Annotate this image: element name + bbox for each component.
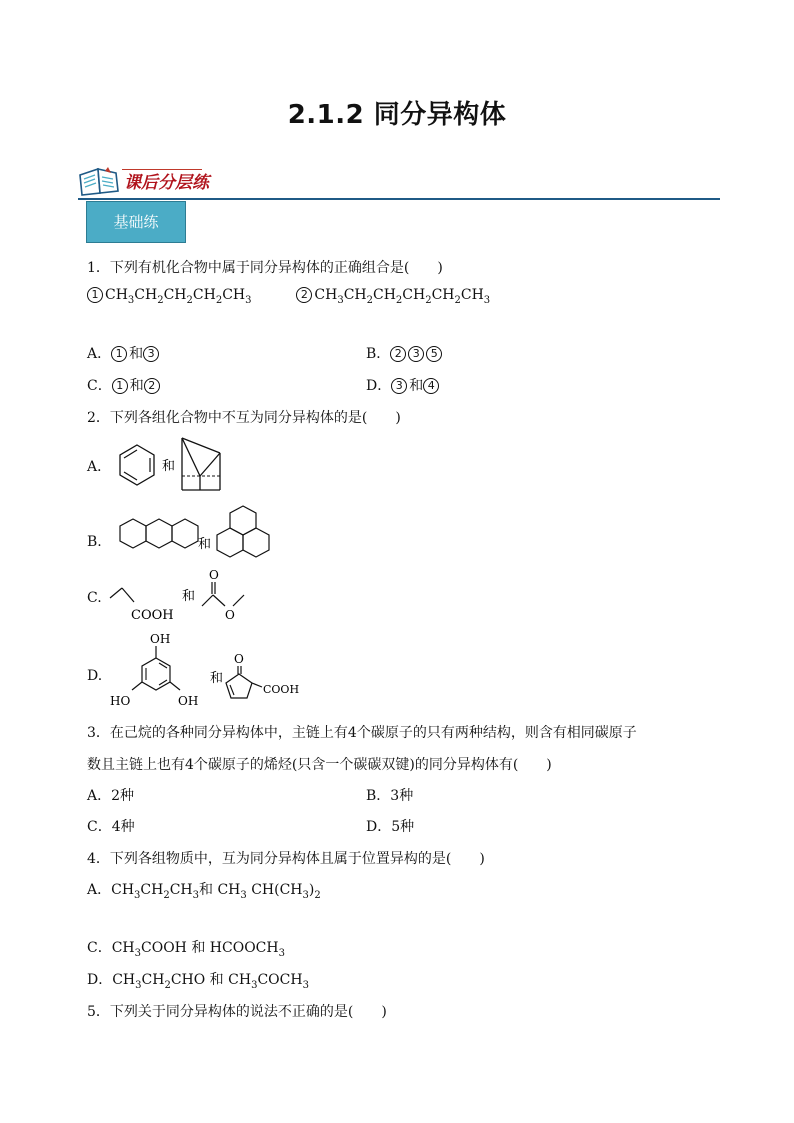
conjunction: 和 [198,537,212,552]
anthracene-skeleton [120,519,198,548]
svg-text:COOH: COOH [263,683,300,696]
q1-option-c[interactable] [87,375,162,395]
q3-option-c[interactable]: C．4种 [87,819,135,835]
propanoic-acid-structure [110,588,174,623]
q3-option-d[interactable]: D．5种 [366,819,415,835]
option-label: A． [87,346,112,362]
q1-option-b[interactable] [366,343,444,363]
q2-stem: 2．下列各组化合物中不互为同分异构体的是( ) [87,410,401,426]
book-icon [78,165,122,201]
circled-number: 1 [112,378,128,394]
circled-number: 1 [87,287,103,303]
q3-line1: 3．在己烷的各种同分异构体中，主链上有4个碳原子的只有两种结构，则含有相同碳原子 [87,725,637,741]
q2-option-d-structures [106,628,306,714]
circled-number: 1 [111,346,127,362]
section-divider [78,198,720,200]
q2-option-c-structures [106,566,256,626]
option-label: C． [87,378,112,394]
option-label: D． [366,378,392,394]
circled-number: 3 [408,346,424,362]
cyclopentenone-carboxylic-acid-structure [226,652,299,698]
svg-text:O: O [209,568,219,582]
circled-number: 3 [391,378,407,394]
svg-text:OH: OH [178,694,199,708]
q3-option-a[interactable]: A．2种 [87,788,135,804]
q2-option-d-label[interactable]: D. [87,668,103,684]
phenalene-skeleton [217,506,269,557]
svg-text:OH: OH [150,632,171,646]
phloroglucinol-structure [110,632,198,708]
svg-text:HO: HO [110,694,131,708]
svg-text:COOH: COOH [131,608,174,623]
q3-option-b[interactable]: B．3种 [366,788,414,804]
q1-item2-formula: $CH_3CH_2CH_2CH_2CH_2CH_3$ [314,287,491,306]
q1-option-a[interactable] [87,343,161,363]
q1-item1-formula: $CH_3CH_2CH_2CH_2CH_3$ [105,287,252,306]
svg-text:O: O [225,608,235,622]
circled-number: 2 [296,287,312,303]
prismane-structure [182,438,220,490]
methyl-acetate-structure [202,568,244,622]
q2-option-a-structures [110,436,230,496]
circled-number: 2 [144,378,160,394]
conjunction: 和 [162,459,176,474]
option-label: B． [366,346,391,362]
conjunction: 和 [129,346,144,362]
q3-line2: 数且主链上也有4个碳原子的烯烃(只含一个碳碳双键)的同分异构体有( ) [87,757,552,773]
q4-option-c[interactable]: C．$CH_3COOH$ 和 $HCOOCH_3$ [87,940,285,959]
q2-option-b-label[interactable]: B. [87,534,102,550]
section-title: 课后分层练 [124,173,209,193]
circled-number: 2 [390,346,406,362]
q2-option-a-label[interactable]: A． [87,459,112,475]
q2-option-c-label[interactable]: C. [87,590,102,606]
page-title: 2.1.2 同分异构体 [287,100,507,130]
section-header [78,163,720,201]
q5-stem: 5．下列关于同分异构体的说法不正确的是( ) [87,1004,387,1020]
q4-option-a[interactable]: A．$CH_3CH_2CH_3$和 $CH_3$ $CH(CH_3)_2$ [87,882,321,901]
q1-option-d[interactable] [366,375,441,395]
q2-option-b-structures [106,502,281,564]
q1-stem: 1．下列有机化合物中属于同分异构体的正确组合是( ) [87,260,443,276]
conjunction: 和 [129,378,144,394]
conjunction: 和 [210,671,224,686]
q1-items [87,287,490,306]
svg-text:O: O [234,652,244,666]
benzene-structure [120,445,154,485]
circled-number: 3 [143,346,159,362]
level-label: 基础练 [86,201,186,243]
conjunction: 和 [182,589,196,604]
circled-number: 5 [426,346,442,362]
circled-number: 4 [423,378,439,394]
q4-option-d[interactable]: D．$CH_3CH_2CHO$ 和 $CH_3COCH_3$ [87,972,309,991]
conjunction: 和 [409,378,424,394]
q4-stem: 4．下列各组物质中，互为同分异构体且属于位置异构的是( ) [87,851,485,867]
